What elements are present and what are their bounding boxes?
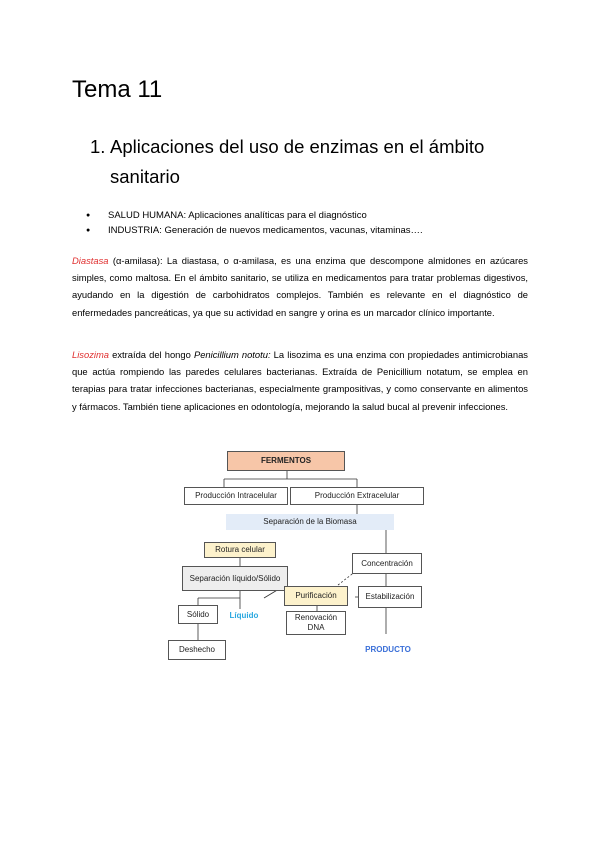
box-separacion-biomasa: Separación de la Biomasa [226,514,394,530]
label-liquido: Líquido [229,610,259,620]
paragraph-text: La lisozima es una enzima con propiedades antimicrobianas que actúa rompiendo las paredes celulares bacterianas. Extraída de Penicillium notatum, se emplea en terapias para tratar infecciones bacterianas, especialmente grampositivas, y como conservante en alimentos y fármacos. También tiene aplicaciones en odontología, mejorando la salud bucal al prevenir infecciones. [72,349,528,412]
term-diastasa: Diastasa [72,255,109,266]
box-concentracion: Concentración [352,553,422,574]
bullet-list [86,208,423,238]
paragraph-text: (α-amilasa): La diastasa, o α-amilasa, es una enzima que descompone almidones en azúcares simples, como maltosa. En el ámbito sanitario, se utiliza en medicamentos para tratar problemas digestivos, ayudando en la digestión de carbohidratos complejos. También es relevante en el diagnóstico de enfermedades pancreáticas, ya que su actividad en sangre y orina es un marcador clínico importante. [72,255,528,318]
process-diagram [160,446,450,666]
species-name: Penicillium nototu: [193,349,271,360]
term-lisozima: Lisozima [72,349,109,360]
list-item: ● SALUD HUMANA: Aplicaciones analíticas para el diagnóstico [86,208,423,223]
box-solido: Sólido [178,605,218,624]
page-title: Tema 11 [72,76,163,103]
box-renovacion-dna: Renovación DNA [286,611,346,635]
list-item: ● INDUSTRIA: Generación de nuevos medicamentos, vacunas, vitaminas…. [86,223,423,238]
box-deshecho: Deshecho [168,640,226,660]
paragraph-diastasa [72,252,528,321]
label-producto: PRODUCTO [365,644,411,654]
box-estabilizacion: Estabilización [358,586,422,608]
section-number: 1. [90,136,106,157]
paragraph-lisozima [72,346,528,415]
paragraph-text: extraída del hongo [109,349,194,360]
box-fermentos: FERMENTOS [227,451,345,471]
section-heading [90,132,530,192]
box-produccion-intracelular: Producción Intracelular [184,487,288,505]
box-separacion-liquido-solido: Separación líquido/Sólido [182,566,288,591]
box-produccion-extracelular: Producción Extracelular [290,487,424,505]
section-heading-text: Aplicaciones del uso de enzimas en el ámbito sanitario [110,136,485,187]
box-purificacion: Purificación [284,586,348,606]
box-rotura-celular: Rotura celular [204,542,276,558]
